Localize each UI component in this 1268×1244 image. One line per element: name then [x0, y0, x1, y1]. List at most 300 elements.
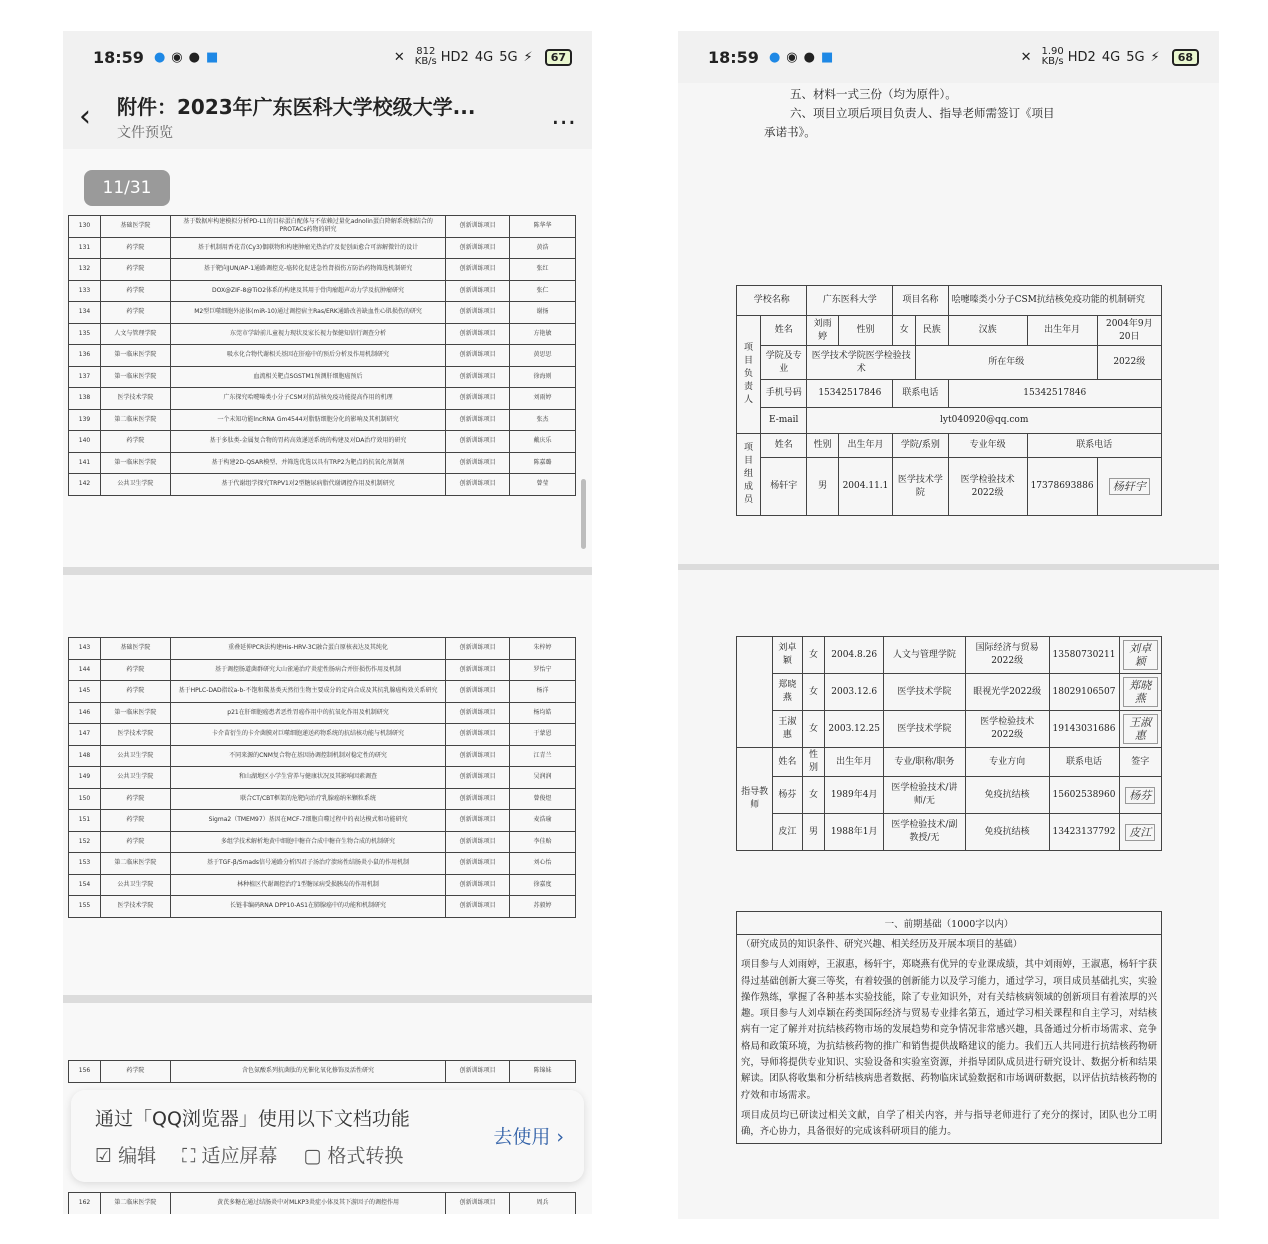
handwritten-signature: 杨轩宇	[1109, 478, 1150, 495]
member-dept: 医学技术学院	[893, 458, 948, 516]
project-type: 创新训练项目	[446, 409, 510, 431]
form-label: E-mail	[761, 408, 807, 434]
row-number: 148	[69, 745, 101, 767]
leader: 吴润润	[510, 767, 576, 789]
member-grade: 国际经济与贸易2022级	[965, 637, 1049, 674]
battery-icon: 67	[545, 49, 572, 66]
project-name: p21在肝细胞癌患者恶性胃癌作用中的抗氧化作用及机制研究	[170, 702, 445, 724]
project-table	[68, 1192, 576, 1214]
project-name: 基于靶向JUN/AP-1通路调控克-癌转化促进急性肾损伤方防治药物筛选机制研究	[170, 259, 445, 281]
leader: 陈嘉璐	[510, 452, 576, 474]
format-convert-option[interactable]: ▢ 格式转换	[303, 1145, 404, 1167]
member-gender: 女	[802, 674, 825, 711]
table-row	[69, 724, 576, 746]
project-type: 创新训练项目	[446, 724, 510, 746]
advisor-direction: 免疫抗结核	[965, 777, 1049, 814]
charging-icon: ⚡	[1150, 49, 1160, 65]
project-type: 创新训练项目	[446, 1061, 510, 1083]
project-type: 创新训练项目	[446, 638, 510, 660]
table-row	[69, 409, 576, 431]
leader: 刘雨婷	[510, 388, 576, 410]
project-name: 黄芪多糖在通过结肠炎中对MLKP3炎症小体及其下游因子的调控作用	[170, 1193, 445, 1215]
mute-icon: ✕	[1020, 49, 1032, 65]
college: 医学技术学院	[100, 896, 170, 918]
table-row	[69, 831, 576, 853]
row-number: 156	[69, 1061, 101, 1083]
edit-option[interactable]: ☑ 编辑	[95, 1145, 157, 1167]
form-label: 所在年级	[916, 346, 1098, 380]
college: 医学技术学院	[100, 388, 170, 410]
member-grade: 眼视光学2022级	[965, 674, 1049, 711]
table-row	[69, 788, 576, 810]
advisor-signature-cell	[1119, 777, 1162, 814]
advisor-name: 杨芬	[773, 777, 802, 814]
leader: 陈华华	[510, 216, 576, 238]
college: 第一临床医学院	[100, 345, 170, 367]
form-value: 15342517846	[807, 380, 893, 408]
row-number: 154	[69, 874, 101, 896]
row-number: 144	[69, 659, 101, 681]
college: 人文与管理学院	[100, 323, 170, 345]
advisor-row	[737, 777, 1162, 814]
advisor-title: 医学检验技术/副教授/无	[883, 814, 965, 851]
form-label: 学院及专业	[761, 346, 807, 380]
form-value: 15342517846	[948, 380, 1161, 408]
form-header: 联系电话	[1027, 434, 1161, 458]
handwritten-signature: 王淑惠	[1123, 714, 1159, 744]
form-value: 汉族	[948, 316, 1027, 346]
handwritten-signature: 郑晓燕	[1123, 677, 1159, 707]
go-use-button[interactable]: 去使用 ›	[493, 1126, 564, 1148]
project-name: 广东探究哈嚏嗪类小分子CSM对抗结核免疫功能提高作用的机理	[170, 388, 445, 410]
college: 公共卫生学院	[100, 767, 170, 789]
row-number: 149	[69, 767, 101, 789]
leader: 朱梓婷	[510, 638, 576, 660]
member-dept: 人文与管理学院	[883, 637, 965, 674]
form-header: 出生年月	[838, 434, 892, 458]
doc-line: 承诺书》。	[764, 125, 816, 139]
page-divider	[63, 567, 592, 575]
form-value: 女	[893, 316, 916, 346]
form-label: 指导教师	[737, 748, 773, 851]
project-name: 联合CT/CBT框架的危靶向治疗乳腺癌纳米颗粒系统	[170, 788, 445, 810]
leader: 苏毅婷	[510, 896, 576, 918]
row-number: 134	[69, 302, 101, 324]
project-name: 基于机制用香花青(Cy3)偶联物和构建肿瘤光热治疗及促创面愈合可溶解微针的设计	[170, 237, 445, 259]
project-name: 一个未知功能lncRNA Gm4544对脂肪细胞分化的影响及其机制研究	[170, 409, 445, 431]
scrollbar[interactable]	[581, 479, 586, 549]
project-name: 重叠延伸PCR法构建His-HRV-3C融合蛋白原核表达及其纯化	[170, 638, 445, 660]
leader: 方艳敏	[510, 323, 576, 345]
project-name: 基于TGF-β/Smads信号通路分析四君子汤治疗溃疡性结肠炎小鼠的作用机制	[170, 853, 445, 875]
right-phone-screen	[678, 31, 1219, 1219]
project-type: 创新训练项目	[446, 474, 510, 496]
leader: 徐嘉度	[510, 874, 576, 896]
college: 药学院	[100, 431, 170, 453]
form-value: 广东医科大学	[807, 286, 893, 316]
form-label-empty	[737, 637, 773, 748]
form-header: 专业方向	[965, 748, 1049, 777]
project-type: 创新训练项目	[446, 896, 510, 918]
row-number: 138	[69, 388, 101, 410]
status-time: 18:59	[708, 47, 759, 67]
hd-icon: HD2	[440, 49, 469, 65]
net-speed: 812 KB/s	[414, 46, 437, 67]
project-name: Sigma2（TMEM97）基因在MCF-7细胞自噬过程中的表达模式和功能研究	[170, 810, 445, 832]
college: 药学院	[100, 788, 170, 810]
project-type: 创新训练项目	[446, 345, 510, 367]
handwritten-signature: 杨芬	[1125, 787, 1155, 804]
member-row	[737, 711, 1162, 748]
leader: 黄思思	[510, 345, 576, 367]
members-form	[736, 636, 1162, 851]
form-header: 性别	[807, 434, 838, 458]
more-options-icon[interactable]: ...	[551, 101, 576, 131]
handwritten-signature: 皮江	[1125, 824, 1155, 841]
project-name: 含色氨酸系列抗菌肽的光催化氧化修饰及活性研究	[170, 1061, 445, 1083]
back-icon[interactable]: ‹	[79, 98, 91, 134]
member-phone: 17378693886	[1027, 458, 1097, 516]
form-label: 出生年月	[1027, 316, 1097, 346]
member-phone: 19143031686	[1049, 711, 1119, 748]
table-row	[69, 474, 576, 496]
project-type: 创新训练项目	[446, 259, 510, 281]
project-type: 创新训练项目	[446, 431, 510, 453]
form-label: 项目名称	[893, 286, 948, 316]
member-row	[737, 674, 1162, 711]
charging-icon: ⚡	[523, 49, 533, 65]
form-label: 项目组成员	[737, 434, 761, 516]
leader: 戴庆乐	[510, 431, 576, 453]
handwritten-signature: 刘卓颖	[1123, 640, 1159, 670]
college: 药学院	[100, 302, 170, 324]
leader: 杨均皓	[510, 702, 576, 724]
college: 药学院	[100, 280, 170, 302]
member-phone: 18029106507	[1049, 674, 1119, 711]
app-header	[63, 83, 592, 149]
row-number: 142	[69, 474, 101, 496]
project-type: 创新训练项目	[446, 831, 510, 853]
form-value: 2022级	[1097, 346, 1161, 380]
form-header: 联系电话	[1049, 748, 1119, 777]
form-label: 性别	[838, 316, 892, 346]
project-type: 创新训练项目	[446, 853, 510, 875]
leader: 黄浩	[510, 237, 576, 259]
form-value: 哙嚏嗪类小分子CSM抗结核免疫功能的机制研究	[948, 286, 1161, 316]
form-header: 专业/职称/职务	[883, 748, 965, 777]
signal-5g-icon: 5G	[1126, 49, 1145, 65]
leader: 李佳贻	[510, 831, 576, 853]
advisor-gender: 男	[802, 814, 825, 851]
project-type: 创新训练项目	[446, 237, 510, 259]
project-type: 创新训练项目	[446, 745, 510, 767]
form-header: 专业年级	[948, 434, 1027, 458]
college: 药学院	[100, 810, 170, 832]
fit-screen-option[interactable]: ⛶ 适应屏幕	[182, 1145, 278, 1167]
table-row	[69, 345, 576, 367]
table-row	[69, 745, 576, 767]
member-grade: 医学检验技术2022级	[948, 458, 1027, 516]
table-row	[69, 237, 576, 259]
net-speed: 1.90 KB/s	[1041, 46, 1064, 67]
project-name: 血流相关靶点SGSTM1预测肝细胞癌预后	[170, 366, 445, 388]
project-type: 创新训练项目	[446, 216, 510, 238]
member-name: 刘卓颖	[773, 637, 802, 674]
leader: 谢扬	[510, 302, 576, 324]
leader: 曾莹	[510, 474, 576, 496]
project-type: 创新训练项目	[446, 452, 510, 474]
row-number: 146	[69, 702, 101, 724]
leader: 杨洋	[510, 681, 576, 703]
project-type: 创新训练项目	[446, 388, 510, 410]
section-box	[736, 911, 1162, 1144]
row-number: 140	[69, 431, 101, 453]
member-name: 杨轩宇	[761, 458, 807, 516]
project-type: 创新训练项目	[446, 810, 510, 832]
member-birth: 2003.12.25	[825, 711, 884, 748]
banner-text: 通过「QQ浏览器」使用以下文档功能	[95, 1108, 410, 1130]
document-subtitle: 文件预览	[117, 124, 173, 141]
row-number: 137	[69, 366, 101, 388]
advisor-phone: 15602538960	[1049, 777, 1119, 814]
table-row	[69, 681, 576, 703]
row-number: 152	[69, 831, 101, 853]
row-number: 133	[69, 280, 101, 302]
form-header: 出生年月	[825, 748, 884, 777]
project-name: 基于代谢组学探究TRPV1对2型糖尿病脂代谢调控作用及机制研究	[170, 474, 445, 496]
form-header: 姓名	[761, 434, 807, 458]
leader: 罗怡宁	[510, 659, 576, 681]
table-row	[69, 259, 576, 281]
row-number: 132	[69, 259, 101, 281]
member-phone: 13580730211	[1049, 637, 1119, 674]
leader: 徐海则	[510, 366, 576, 388]
leader: 麦浩瑜	[510, 810, 576, 832]
college: 第二临床医学院	[100, 1193, 170, 1215]
qq-browser-banner[interactable]	[71, 1090, 584, 1182]
table-row	[69, 767, 576, 789]
table-row	[69, 452, 576, 474]
table-row	[69, 853, 576, 875]
mute-icon: ✕	[393, 49, 405, 65]
form-label: 联系电话	[893, 380, 948, 408]
project-type: 创新训练项目	[446, 366, 510, 388]
project-name: M2型巨噬细胞外泌体(miR-10)通过调控宿主Ras/ERK通路改善缺血性心肌损伤的研究	[170, 302, 445, 324]
project-name: 卡介苗衍生的卡介菌膜对巨噬细胞递送药物系统的抗结核功能与机制研究	[170, 724, 445, 746]
form-header: 性别	[802, 748, 825, 777]
hotspot-icon: ◉	[786, 49, 798, 65]
form-header: 姓名	[773, 748, 802, 777]
project-table	[68, 215, 576, 496]
applicant-form	[736, 285, 1162, 516]
table-row	[69, 216, 576, 238]
member-dept: 医学技术学院	[883, 711, 965, 748]
left-phone-screen	[63, 31, 592, 1214]
form-label: 学校名称	[737, 286, 807, 316]
doc-line: 六、项目立项后项目负责人、指导老师需签订《项目	[790, 106, 1055, 120]
project-name: 基于数据库构建模拟分析PD-L1的目标蛋白配体与不依赖过量化adnolin蛋白降解系统相结合的PROTACs药物的研究	[170, 216, 445, 238]
chat-icon: ●	[188, 49, 200, 65]
hd-icon: HD2	[1067, 49, 1096, 65]
advisor-birth: 1988年1月	[825, 814, 884, 851]
row-number: 141	[69, 452, 101, 474]
leader: 刘心怡	[510, 853, 576, 875]
section-title: 一、前期基础（1000字以内）	[737, 911, 1161, 934]
college: 医学技术学院	[100, 724, 170, 746]
table-row	[69, 638, 576, 660]
status-bar	[678, 31, 1219, 83]
project-type: 创新训练项目	[446, 280, 510, 302]
notification-icon: ●	[153, 49, 166, 65]
project-type: 创新训练项目	[446, 788, 510, 810]
advisor-title: 医学检验技术/讲师/无	[883, 777, 965, 814]
member-row	[737, 637, 1162, 674]
leader: 于蒙恩	[510, 724, 576, 746]
document-viewer[interactable]	[63, 149, 592, 1214]
row-number: 145	[69, 681, 101, 703]
leader: 曾俊煜	[510, 788, 576, 810]
status-time: 18:59	[93, 47, 144, 67]
member-birth: 2004.8.26	[825, 637, 884, 674]
college: 公共卫生学院	[100, 874, 170, 896]
college: 基础医学院	[100, 638, 170, 660]
project-name: DOX@ZIF-8@TiO2体系的构建及其用于骨肉瘤超声动力学及抗肿瘤研究	[170, 280, 445, 302]
doc-line: 五、材料一式三份（均为原件）。	[790, 87, 957, 101]
college: 第二临床医学院	[100, 853, 170, 875]
section-paragraph: 项目参与人刘雨婷，王淑惠，杨轩宇，郑晓燕有优异的专业课成绩，其中刘雨婷，王淑惠，杨轩宇获得过基础创新大赛三等奖，有着较强的创新能力以及学习能力，通过学习，项目成员基础扎实，实验操作熟练，掌握了各种基本实验技能，除了专业知识外，对有关结核病领域的创新项目有着浓厚的兴趣。项目参与人刘卓颖在药类国际经济与贸易专业排名第五，通过学习相关课程和自主学习，对结核病有一定了解并对抗结核药物市场的发展趋势和竞争情况非常感兴趣，具备通过分析市场需求、竞争格局和政策环境，为抗结核药物的推广和销售提供战略建议的能力。我们五人共同进行抗结核药物研究，导师将提供专业知识、实验设备和实验室资源，并指导团队成员进行研究设计、数据分析和结果解读。团队将收集和分析结核病患者数据、药物临床试验数据和市场调研数据，以评估抗结核药物的疗效和市场需求。	[741, 959, 1157, 1101]
leader: 陈锦妹	[510, 1061, 576, 1083]
form-value: 2004年9月20日	[1097, 316, 1161, 346]
college: 第一临床医学院	[100, 366, 170, 388]
college: 第二临床医学院	[100, 409, 170, 431]
project-name: 吸水化合物代谢相关基因在肝癌中的预后分析及作用机制研究	[170, 345, 445, 367]
signal-4g-icon: 4G	[1101, 49, 1121, 65]
page-divider	[63, 995, 592, 1003]
signal-4g-icon: 4G	[474, 49, 494, 65]
advisor-signature-cell	[1119, 814, 1162, 851]
section-paragraph: 项目成员均已研读过相关文献，自学了相关内容，并与指导老师进行了充分的探讨，团队也分工明确，齐心协力，具备很好的完成该科研项目的能力。	[741, 1109, 1157, 1138]
member-gender: 男	[807, 458, 838, 516]
project-name: 林种植区代谢调控治疗1型糖尿病受损胰岛的作用机制	[170, 874, 445, 896]
leader: 张杰	[510, 409, 576, 431]
project-type: 创新训练项目	[446, 302, 510, 324]
form-label: 民族	[916, 316, 949, 346]
form-label: 手机号码	[761, 380, 807, 408]
form-label: 姓名	[761, 316, 807, 346]
leader: 江青兰	[510, 745, 576, 767]
form-value: 刘雨婷	[807, 316, 838, 346]
project-name: 基于HPLC-DAD指纹a-b-不饱和羰基类天然衍生物主要成分的定向合成及其抗乳腺癌构效关系研究	[170, 681, 445, 703]
row-number: 136	[69, 345, 101, 367]
advisor-name: 皮江	[773, 814, 802, 851]
row-number: 150	[69, 788, 101, 810]
chat-icon: ●	[803, 49, 815, 65]
document-title: 附件：2023年广东医科大学校级大学...	[117, 94, 476, 119]
project-name: 不同来源的CNM复合物在基因协调控制机制对稳定性的研究	[170, 745, 445, 767]
row-number: 162	[69, 1193, 101, 1215]
table-row	[69, 366, 576, 388]
leader: 周兵	[510, 1193, 576, 1215]
advisor-row	[737, 814, 1162, 851]
row-number: 139	[69, 409, 101, 431]
table-row	[69, 388, 576, 410]
table-row	[69, 1061, 576, 1083]
table-row	[69, 810, 576, 832]
project-name: 基于构建2D-QSAR模型、并筛选优选以具有TRP2为靶点的抗氧化剂制剂	[170, 452, 445, 474]
member-dept: 医学技术学院	[883, 674, 965, 711]
table-row	[69, 896, 576, 918]
document-page	[63, 149, 592, 567]
document-viewer[interactable]	[678, 83, 1219, 1219]
row-number: 147	[69, 724, 101, 746]
section-note: （研究成员的知识条件、研究兴趣、相关经历及开展本项目的基础）	[737, 934, 1161, 955]
college: 公共卫生学院	[100, 474, 170, 496]
member-name: 郑晓燕	[773, 674, 802, 711]
college: 药学院	[100, 1061, 170, 1083]
college: 药学院	[100, 831, 170, 853]
project-name: 和山湖地区小学生营养与健康状况及其影响因素调查	[170, 767, 445, 789]
leader: 张红	[510, 259, 576, 281]
row-number: 155	[69, 896, 101, 918]
row-number: 151	[69, 810, 101, 832]
member-gender: 女	[802, 711, 825, 748]
form-value: 医学技术学院医学检验技术	[807, 346, 916, 380]
member-signature-cell	[1119, 711, 1162, 748]
project-type: 创新训练项目	[446, 874, 510, 896]
table-row	[69, 431, 576, 453]
row-number: 131	[69, 237, 101, 259]
page-divider	[678, 564, 1219, 570]
project-table	[68, 637, 576, 918]
row-number: 143	[69, 638, 101, 660]
project-name: 长链非编码RNA DPP10-AS1在肺腺癌中的功能和机制研究	[170, 896, 445, 918]
form-header: 签字	[1119, 748, 1162, 777]
college: 公共卫生学院	[100, 745, 170, 767]
advisor-header-row	[737, 748, 1162, 777]
project-type: 创新训练项目	[446, 681, 510, 703]
member-gender: 女	[802, 637, 825, 674]
project-name: 基于调控肠道菌群研究大山雀通治疗炎症性肠病合并肝损伤作用及机制	[170, 659, 445, 681]
college: 第一临床医学院	[100, 452, 170, 474]
table-row	[69, 659, 576, 681]
battery-icon: 68	[1172, 49, 1199, 66]
table-row	[69, 702, 576, 724]
row-number: 135	[69, 323, 101, 345]
project-table	[68, 1060, 576, 1083]
project-name: 多组学技术解析地黄中细胞中糖苷合成中糖苷生物合成的机制研究	[170, 831, 445, 853]
project-name: 东莞市学龄前儿童视力现状及家长视力保健知信行调查分析	[170, 323, 445, 345]
form-value: lyt040920@qq.com	[807, 408, 1162, 434]
project-type: 创新训练项目	[446, 323, 510, 345]
member-signature-cell	[1097, 458, 1161, 516]
signal-5g-icon: 5G	[499, 49, 518, 65]
project-type: 创新训练项目	[446, 659, 510, 681]
college: 药学院	[100, 681, 170, 703]
advisor-birth: 1989年4月	[825, 777, 884, 814]
table-row	[69, 1193, 576, 1215]
college: 药学院	[100, 237, 170, 259]
table-row	[69, 280, 576, 302]
row-number: 153	[69, 853, 101, 875]
advisor-phone: 13423137792	[1049, 814, 1119, 851]
member-birth: 2004.11.1	[838, 458, 892, 516]
project-type: 创新训练项目	[446, 1193, 510, 1215]
member-grade: 医学检验技术2022级	[965, 711, 1049, 748]
table-row	[69, 323, 576, 345]
page-indicator: 11/31	[84, 170, 170, 206]
table-row	[69, 302, 576, 324]
member-signature-cell	[1119, 637, 1162, 674]
